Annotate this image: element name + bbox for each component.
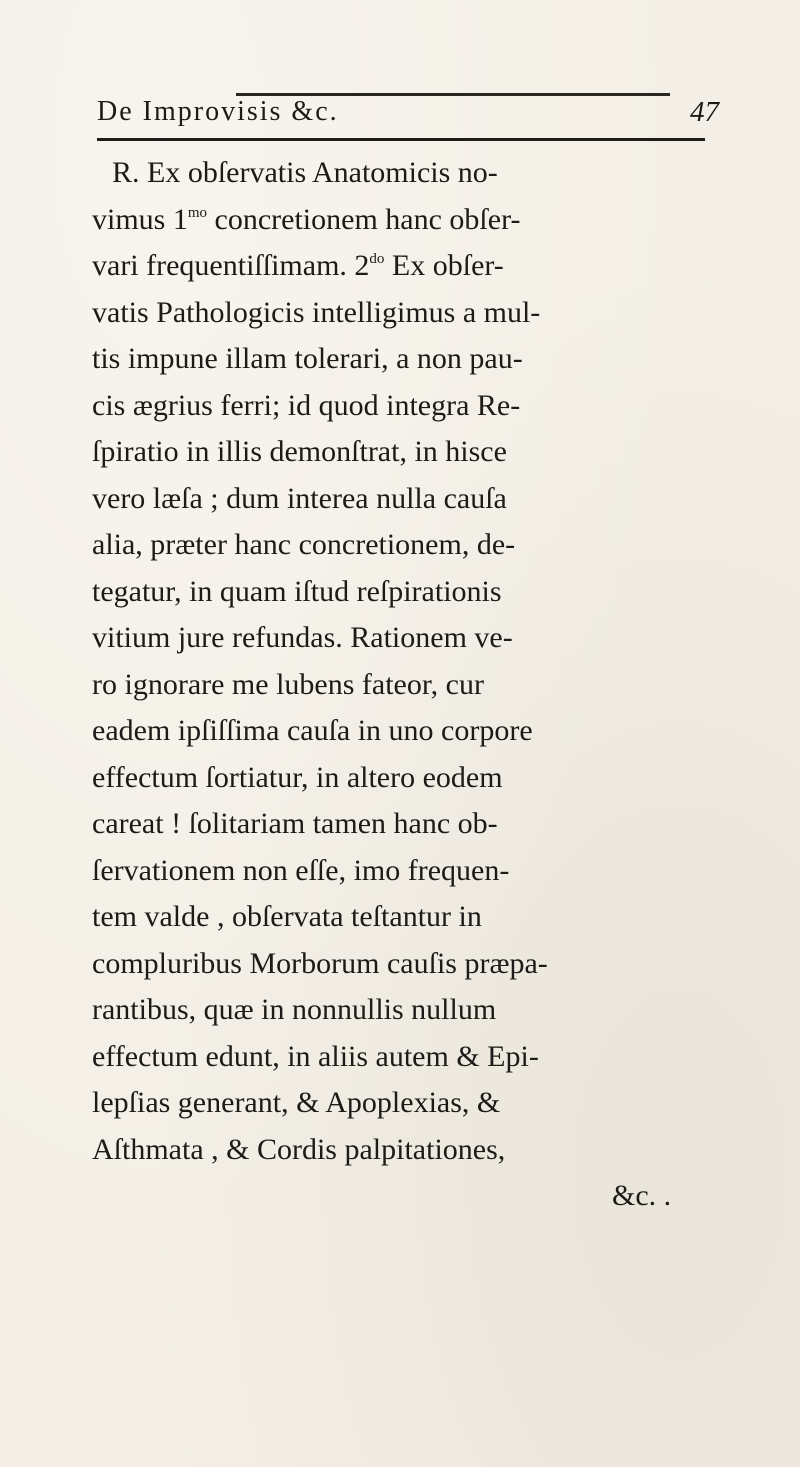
running-head: De Improvisis &c. [97,96,339,127]
text-line: vari frequentiſſimam. $2^{do}$ Ex obſer- [92,249,504,282]
text-line: alia, præter hanc concretionem, de- [92,528,516,561]
text-line: tem valde , obſervata teſtantur in [92,900,482,933]
page-number: 47 [690,96,719,128]
text-line: vatis Pathologicis intelligimus a mul- [92,295,541,329]
text-line: &c. . [612,1179,672,1212]
text-line: tegatur, in quam iſtud reſpirationis [92,574,502,608]
text-line: effectum ſortiatur, in altero eodem [92,760,503,794]
text-line: ſervationem non eſſe, imo frequen- [92,853,510,887]
text-line: R. Ex obſervatis Anatomicis no- [112,156,498,189]
text-line: tis impune illam tolerari, a non pau- [92,342,523,375]
text-line: ſpiratio in illis demonſtrat, in hisce [92,435,507,468]
text-line: vimus $1^{mo}$ concretionem hanc obſer- [92,202,521,236]
text-line: Aſthmata , & Cordis palpitationes, [92,1132,506,1166]
header-rule [97,138,705,141]
text-line: ro ignorare me lubens fateor, cur [92,667,484,701]
text-line: compluribus Morborum cauſis præpa- [92,946,548,980]
page-header [97,96,737,134]
text-line: effectum edunt, in aliis autem & Epi- [92,1039,539,1073]
text-line: eadem ipſiſſima cauſa in uno corpore [92,714,533,747]
text-line: cis ægrius ferri; id quod integra Re- [92,388,521,422]
text-line: vitium jure refundas. Rationem ve- [92,621,513,654]
text-line: lepſias generant, & Apoplexias, & [92,1086,501,1119]
text-line: vero læſa ; dum interea nulla cauſa [92,481,507,515]
body-text [92,150,728,1220]
text-line: rantibus, quæ in nonnullis nullum [92,993,497,1026]
text-line: careat ! ſolitariam tamen hanc ob- [92,807,498,840]
